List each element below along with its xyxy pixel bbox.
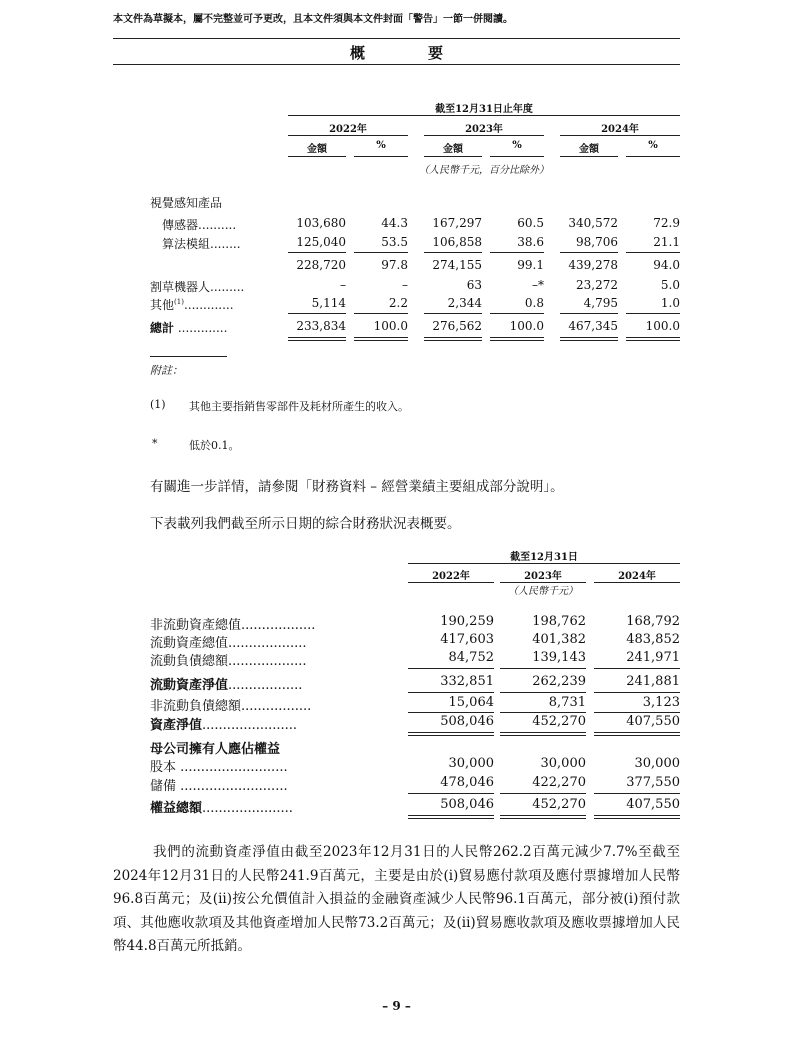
table2-year-rule bbox=[594, 582, 680, 583]
table2-cell: 30,000 bbox=[540, 756, 586, 771]
footnote-ref: (1) bbox=[174, 298, 184, 306]
table2-cell: 168,792 bbox=[626, 614, 680, 629]
table1-cell: 60.5 bbox=[517, 216, 544, 230]
table2-cell: 30,000 bbox=[448, 756, 494, 771]
subtotal-rule bbox=[626, 252, 680, 253]
analysis-paragraph-text: 我們的流動資產淨值由截至2023年12月31日的人民幣262.2百萬元減少7.7%至截至2024年12月31日的人民幣241.9百萬元，主要是由於(i)貿易應付款項及應付票據增加人民幣96.8百萬元；及(ii)按公允價值計入損益的金融資產減少人民幣96.1百萬元，部分被(i)預付款項、其他應收款項及其他資產增加人民幣73.2百萬元；及(ii)貿易應收款項及應收票據增加人民幣44.8百萬元所抵銷。 bbox=[113, 844, 680, 954]
double-rule bbox=[354, 340, 408, 341]
table1-cell: – bbox=[402, 278, 408, 292]
table2-double-rule bbox=[408, 818, 494, 819]
note1-marker: (1) bbox=[150, 398, 166, 411]
table1-cell: 21.1 bbox=[653, 235, 680, 249]
table2-rule bbox=[594, 712, 680, 713]
header-rule bbox=[113, 38, 680, 39]
table2-year-2022: 2022年 bbox=[432, 571, 470, 582]
note2-marker: * bbox=[152, 437, 158, 450]
subtotal-rule bbox=[424, 252, 482, 253]
table1-cell: 228,720 bbox=[296, 258, 346, 272]
table2-row-label: 流動負債總額................... bbox=[150, 654, 307, 669]
table1-cell: 274,155 bbox=[432, 258, 482, 272]
table2-cell: 407,550 bbox=[626, 797, 680, 812]
table1-cell: 0.8 bbox=[524, 296, 544, 310]
table1-cell: 100.0 bbox=[509, 319, 544, 333]
table2-cell: 190,259 bbox=[440, 614, 494, 629]
amount-header: 金額 bbox=[579, 144, 599, 155]
table2-row-label: 非流動負債總額................. bbox=[150, 699, 312, 714]
page-number: – 9 – bbox=[382, 999, 411, 1013]
table1-year-2023: 2023年 bbox=[465, 124, 503, 135]
table2-cell: 483,852 bbox=[626, 632, 680, 647]
paragraph-reference: 有關進一步詳情，請參閱「財務資料 – 經營業績主要組成部分說明」。 bbox=[150, 479, 564, 495]
notes-heading: 附註： bbox=[150, 364, 183, 377]
double-rule bbox=[626, 337, 680, 338]
table1-cell: 53.5 bbox=[381, 235, 408, 249]
total-rule bbox=[354, 313, 408, 314]
table2-cell: 417,603 bbox=[440, 632, 494, 647]
total-rule bbox=[560, 313, 618, 314]
table2-double-rule bbox=[408, 815, 494, 816]
table1-year-rule bbox=[288, 135, 408, 136]
table1-year-2022: 2022年 bbox=[329, 124, 367, 135]
table2-cell: 8,731 bbox=[548, 695, 586, 710]
table2-row-label: 資產淨值....................... bbox=[150, 718, 298, 733]
col-rule bbox=[490, 156, 544, 157]
paragraph-intro: 下表載列我們截至所示日期的綜合財務狀況表概要。 bbox=[150, 516, 461, 532]
table2-double-rule bbox=[500, 818, 586, 819]
col-rule bbox=[626, 156, 680, 157]
table1-cell: 125,040 bbox=[296, 235, 346, 249]
table1-cell: 63 bbox=[466, 278, 482, 292]
pct-header: % bbox=[648, 140, 658, 151]
table1-row-label: 算法模組........ bbox=[162, 237, 241, 251]
double-rule bbox=[560, 337, 618, 338]
table1-cell: 97.8 bbox=[381, 258, 408, 272]
equity-section-heading: 母公司擁有人應佔權益 bbox=[150, 742, 281, 757]
table2-rule bbox=[500, 668, 586, 669]
table2-double-rule bbox=[408, 732, 494, 733]
table1-cell: 276,562 bbox=[432, 319, 482, 333]
table1-cell: 5.0 bbox=[660, 278, 680, 292]
double-rule bbox=[424, 337, 482, 338]
table1-year-rule bbox=[424, 135, 544, 136]
table1-cell: 1.0 bbox=[660, 296, 680, 310]
table1-cell: 439,278 bbox=[568, 258, 618, 272]
table2-rule bbox=[500, 692, 586, 693]
table1-cell: 100.0 bbox=[645, 319, 680, 333]
table1-cell: 38.6 bbox=[517, 235, 544, 249]
table1-year-2024: 2024年 bbox=[601, 124, 639, 135]
table2-cell: 508,046 bbox=[440, 714, 494, 729]
group-label: 視覺感知產品 bbox=[150, 196, 223, 210]
table2-row-label: 非流動資產總值.................. bbox=[150, 618, 316, 633]
table1-row-label: 傳感器.......... bbox=[162, 218, 237, 232]
table2-cell: 139,143 bbox=[532, 650, 586, 665]
table1-unit-note: （人民幣千元，百分比除外） bbox=[419, 165, 549, 176]
table2-cell: 241,881 bbox=[626, 674, 680, 689]
pct-header: % bbox=[376, 140, 386, 151]
table2-double-rule bbox=[500, 732, 586, 733]
table1-cell: 94.0 bbox=[653, 258, 680, 272]
table1-cell: – bbox=[340, 278, 346, 292]
col-rule bbox=[424, 156, 482, 157]
table1-period-rule bbox=[288, 115, 680, 116]
col-rule bbox=[288, 156, 346, 157]
table2-rule bbox=[500, 793, 586, 794]
table1-cell: 44.3 bbox=[381, 216, 408, 230]
table1-cell: 98,706 bbox=[576, 235, 618, 249]
table2-rule bbox=[408, 793, 494, 794]
table2-year-2023: 2023年 bbox=[524, 571, 562, 582]
table2-cell: 452,270 bbox=[532, 714, 586, 729]
table2-rule bbox=[594, 668, 680, 669]
amount-header: 金額 bbox=[443, 144, 463, 155]
table2-cell: 241,971 bbox=[626, 650, 680, 665]
double-rule bbox=[424, 340, 482, 341]
table2-cell: 15,064 bbox=[448, 695, 494, 710]
subtotal-rule bbox=[490, 252, 544, 253]
table2-unit-note: （人民幣千元） bbox=[508, 586, 578, 597]
table2-double-rule bbox=[594, 732, 680, 733]
note1-text: 其他主要指銷售零部件及耗材所產生的收入。 bbox=[189, 400, 409, 413]
table1-row-label: 割草機器人......... bbox=[150, 280, 245, 294]
table1-row-label: 其他$^{(1)}$............. bbox=[150, 298, 234, 312]
pct-header: % bbox=[512, 140, 522, 151]
table2-year-rule bbox=[408, 582, 494, 583]
table1-cell: 467,345 bbox=[568, 319, 618, 333]
table2-period-rule bbox=[408, 563, 680, 564]
double-rule bbox=[560, 340, 618, 341]
page-title: 概 要 bbox=[349, 44, 467, 62]
table2-cell: 30,000 bbox=[634, 756, 680, 771]
table2-double-rule bbox=[594, 815, 680, 816]
table2-rule bbox=[594, 793, 680, 794]
table1-cell: 99.1 bbox=[517, 258, 544, 272]
title-rule bbox=[113, 64, 680, 65]
table2-row-label: 流動資產淨值.................. bbox=[150, 678, 303, 693]
table2-cell: 84,752 bbox=[448, 650, 494, 665]
total-rule bbox=[288, 313, 346, 314]
table1-total-label: 總計 ............. bbox=[150, 321, 228, 335]
note2-text: 低於0.1。 bbox=[189, 439, 240, 452]
double-rule bbox=[288, 340, 346, 341]
double-rule bbox=[626, 340, 680, 341]
table2-cell: 508,046 bbox=[440, 797, 494, 812]
table2-rule bbox=[408, 692, 494, 693]
table2-row-label: 權益總額...................... bbox=[150, 801, 293, 816]
table2-cell: 422,270 bbox=[532, 775, 586, 790]
table2-double-rule bbox=[500, 735, 586, 736]
table2-cell: 332,851 bbox=[440, 674, 494, 689]
double-rule bbox=[354, 337, 408, 338]
table2-cell: 377,550 bbox=[626, 775, 680, 790]
total-rule bbox=[626, 313, 680, 314]
table1-cell: 72.9 bbox=[653, 216, 680, 230]
table2-rule bbox=[500, 712, 586, 713]
table2-cell: 198,762 bbox=[532, 614, 586, 629]
analysis-paragraph bbox=[113, 841, 680, 959]
subtotal-rule bbox=[560, 252, 618, 253]
draft-warning: 本文件為草擬本，屬不完整並可予更改，且本文件須與本文件封面「警告」一節一併閱讀。 bbox=[113, 14, 513, 25]
table1-period-header: 截至12月31日止年度 bbox=[435, 104, 533, 115]
table2-cell: 478,046 bbox=[440, 775, 494, 790]
table1-cell: 23,272 bbox=[576, 278, 618, 292]
table2-double-rule bbox=[500, 815, 586, 816]
table1-cell: 103,680 bbox=[296, 216, 346, 230]
table2-cell: 452,270 bbox=[532, 797, 586, 812]
table2-cell: 3,123 bbox=[642, 695, 680, 710]
table1-cell: 2.2 bbox=[388, 296, 408, 310]
table2-rule bbox=[408, 712, 494, 713]
table2-period-header: 截至12月31日 bbox=[510, 552, 578, 563]
table2-cell: 407,550 bbox=[626, 714, 680, 729]
table1-cell: 167,297 bbox=[432, 216, 482, 230]
table1-cell: 5,114 bbox=[311, 296, 346, 310]
table1-cell: 106,858 bbox=[432, 235, 482, 249]
table2-double-rule bbox=[594, 818, 680, 819]
table2-cell: 401,382 bbox=[532, 632, 586, 647]
double-rule bbox=[288, 337, 346, 338]
table2-row-label: 流動資產總值................... bbox=[150, 636, 307, 651]
table2-year-2024: 2024年 bbox=[618, 571, 656, 582]
table1-cell: 233,834 bbox=[296, 319, 346, 333]
table2-rule bbox=[408, 668, 494, 669]
table2-row-label: 儲備 .......................... bbox=[150, 779, 288, 794]
table1-cell: 2,344 bbox=[447, 296, 482, 310]
col-rule bbox=[354, 156, 408, 157]
table1-cell: 4,795 bbox=[583, 296, 618, 310]
table1-year-rule bbox=[560, 135, 680, 136]
notes-rule bbox=[150, 356, 227, 357]
amount-header: 金額 bbox=[307, 144, 327, 155]
table2-rule bbox=[594, 692, 680, 693]
table2-double-rule bbox=[408, 735, 494, 736]
total-rule bbox=[424, 313, 482, 314]
table1-cell: –* bbox=[532, 278, 544, 292]
table1-cell: 340,572 bbox=[568, 216, 618, 230]
subtotal-rule bbox=[354, 252, 408, 253]
table2-double-rule bbox=[594, 735, 680, 736]
table2-cell: 262,239 bbox=[532, 674, 586, 689]
table2-row-label: 股本 .......................... bbox=[150, 760, 288, 775]
table1-cell: 100.0 bbox=[373, 319, 408, 333]
double-rule bbox=[490, 337, 544, 338]
total-rule bbox=[490, 313, 544, 314]
subtotal-rule bbox=[288, 252, 346, 253]
col-rule bbox=[560, 156, 618, 157]
double-rule bbox=[490, 340, 544, 341]
